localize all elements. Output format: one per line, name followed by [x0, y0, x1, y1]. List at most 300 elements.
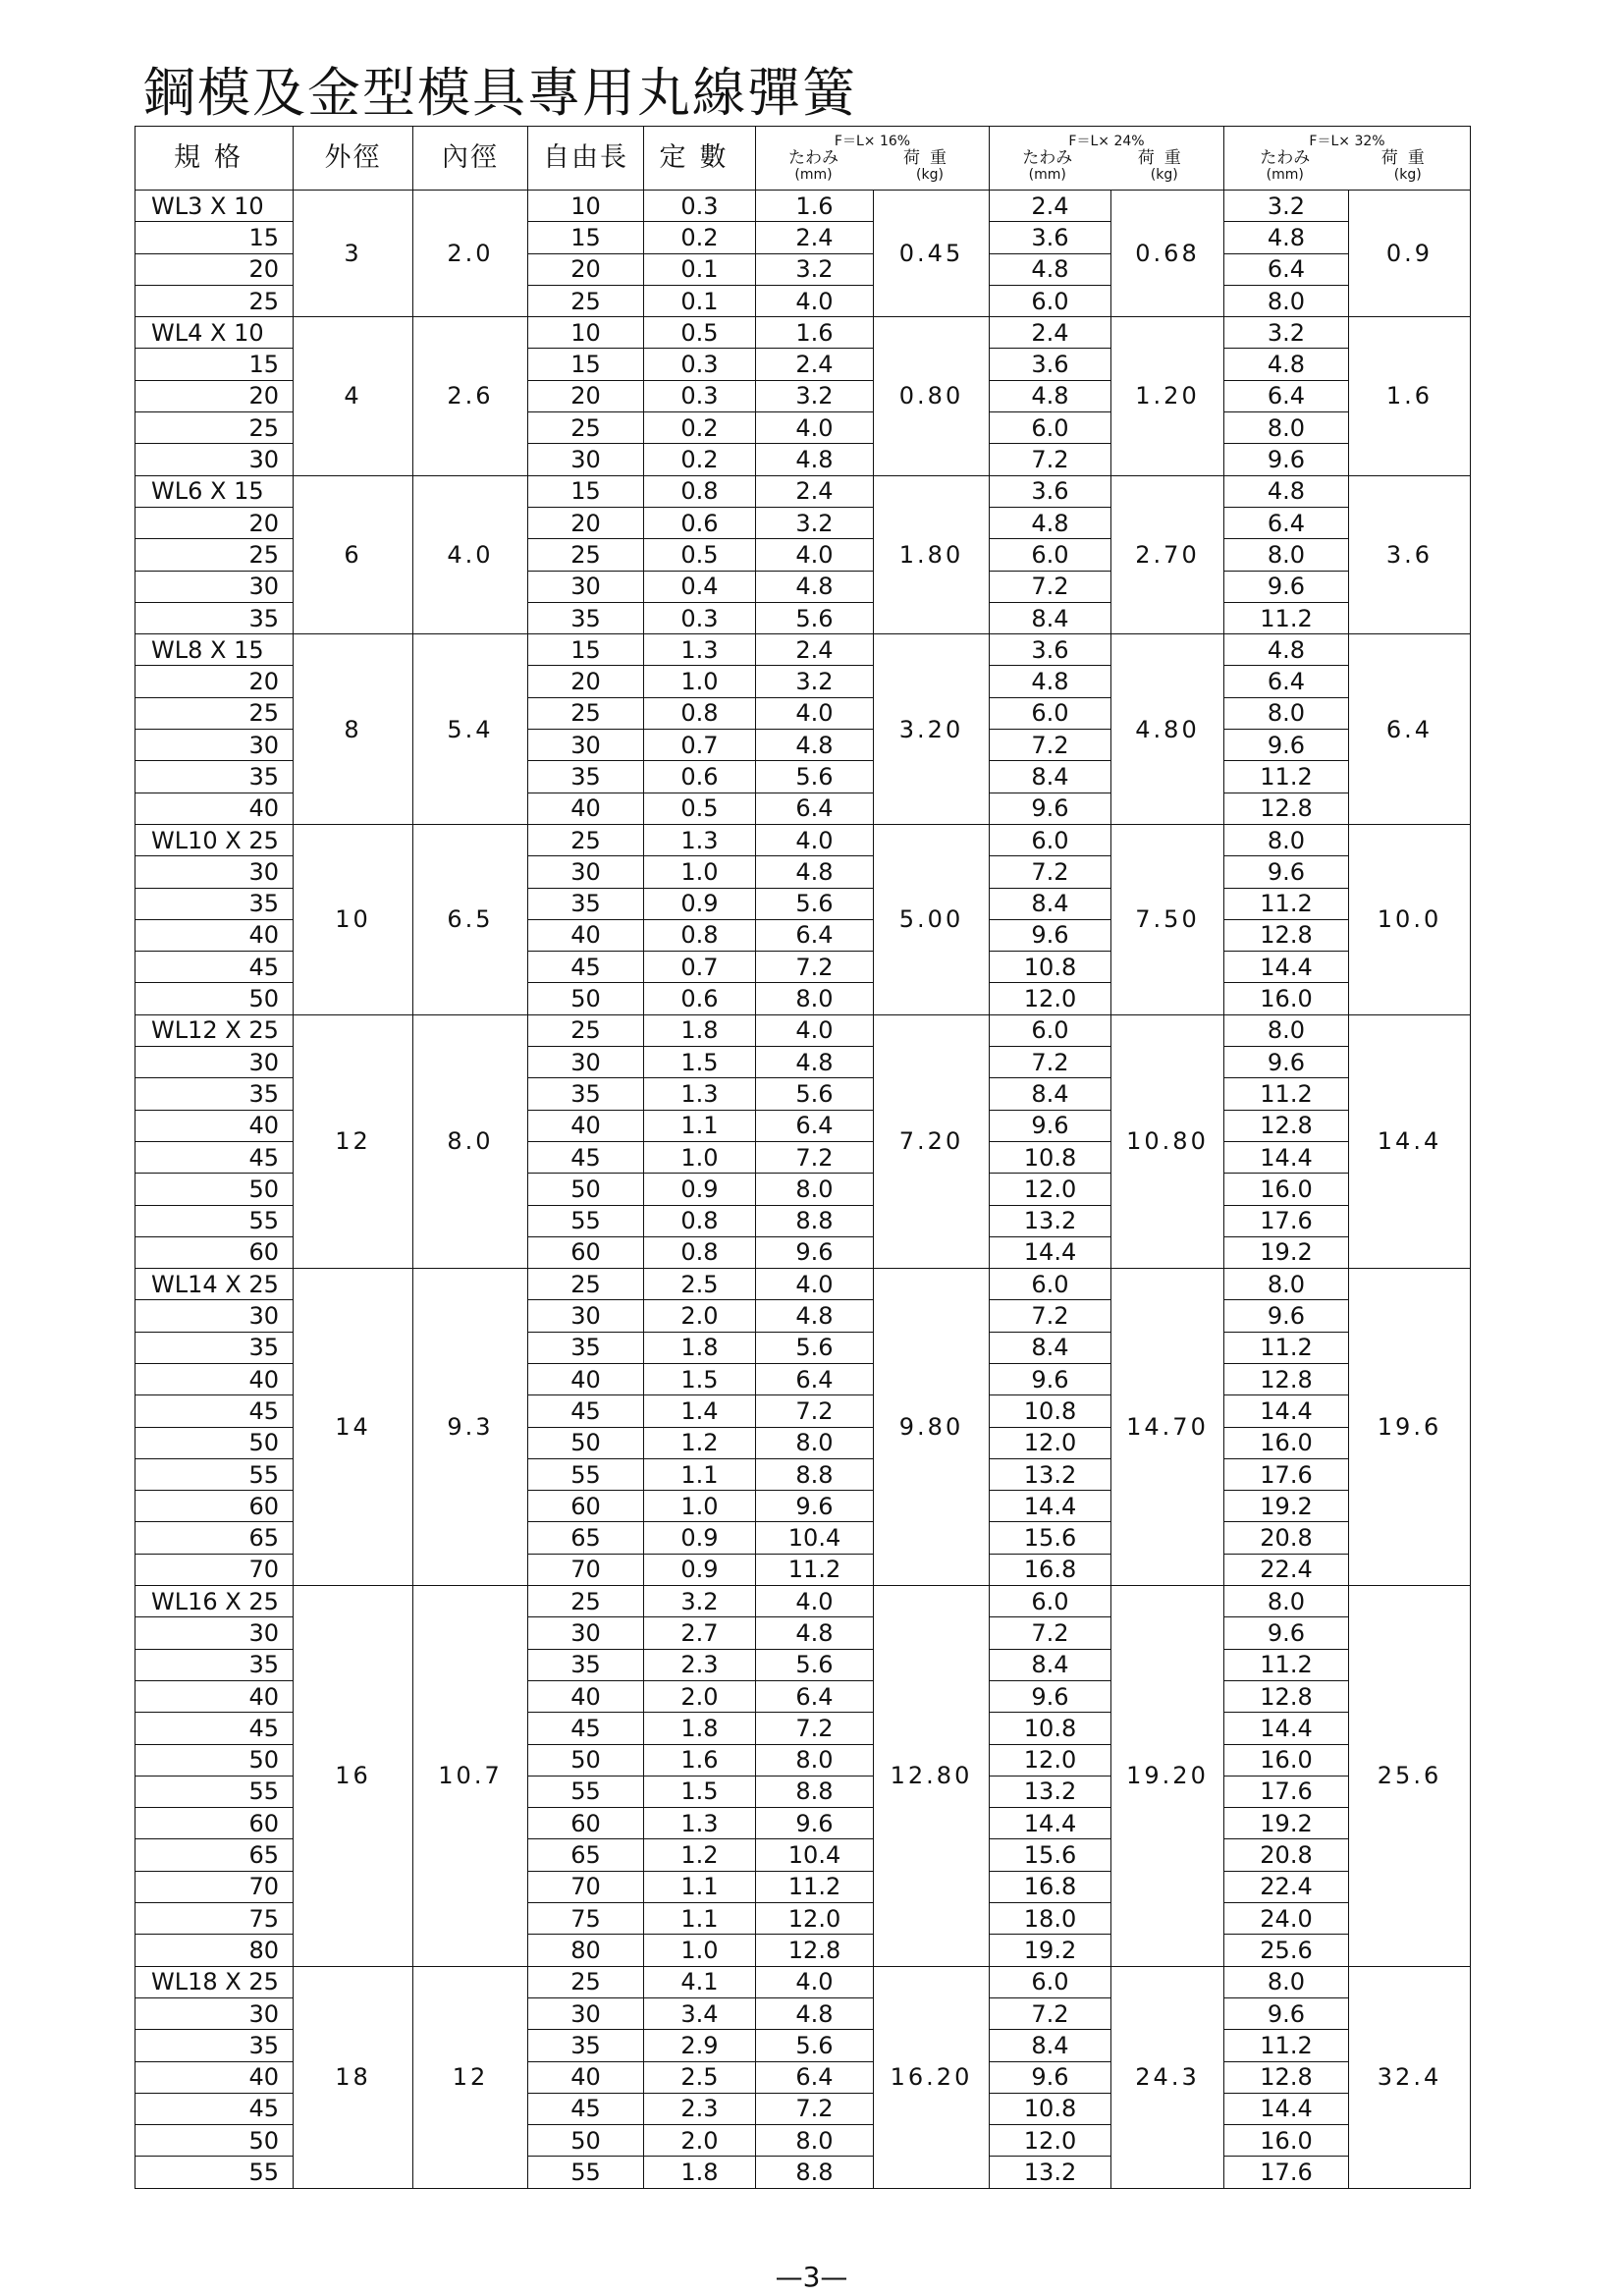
- cell-constant: 0.3: [644, 602, 756, 633]
- header-free-length-label: 自由長: [543, 142, 628, 173]
- cell-deflection-16: 4.8: [756, 1300, 874, 1332]
- cell-spec: WL16 X 25: [135, 1586, 294, 1617]
- cell-deflection-24: 14.4: [990, 1236, 1111, 1268]
- load-label: 荷重: [903, 148, 956, 168]
- cell-id: 5.4: [413, 634, 528, 825]
- cell-deflection-32: 6.4: [1224, 380, 1349, 411]
- cell-free-length: 15: [528, 349, 644, 380]
- load-unit: (kg): [1393, 167, 1422, 183]
- cell-load-24: 2.70: [1111, 475, 1224, 633]
- cell-deflection-16: 4.0: [756, 539, 874, 571]
- cell-free-length: 30: [528, 1300, 644, 1332]
- cell-free-length: 25: [528, 1586, 644, 1617]
- cell-deflection-24: 9.6: [990, 1680, 1111, 1712]
- cell-deflection-16: 4.0: [756, 697, 874, 729]
- cell-spec: 50: [135, 983, 294, 1014]
- cell-spec: 55: [135, 1776, 294, 1807]
- cell-deflection-24: 18.0: [990, 1903, 1111, 1935]
- cell-load-32: 14.4: [1349, 1014, 1471, 1268]
- group-formula: F＝L× 24%: [1068, 134, 1145, 149]
- cell-deflection-24: 7.2: [990, 444, 1111, 475]
- cell-free-length: 50: [528, 1427, 644, 1458]
- cell-deflection-16: 1.6: [756, 317, 874, 349]
- deflection-header: [1260, 149, 1310, 183]
- cell-spec: 30: [135, 1300, 294, 1332]
- cell-free-length: 25: [528, 1014, 644, 1046]
- cell-load-32: 19.6: [1349, 1269, 1471, 1586]
- cell-deflection-24: 14.4: [990, 1491, 1111, 1522]
- cell-spec: 30: [135, 444, 294, 475]
- cell-spec: 35: [135, 761, 294, 793]
- cell-spec: 25: [135, 697, 294, 729]
- cell-constant: 2.5: [644, 1269, 756, 1300]
- cell-deflection-16: 7.2: [756, 1141, 874, 1173]
- cell-deflection-24: 7.2: [990, 1617, 1111, 1649]
- cell-constant: 2.5: [644, 2061, 756, 2093]
- group-subheader: [756, 149, 989, 183]
- cell-deflection-32: 12.8: [1224, 919, 1349, 951]
- cell-constant: 0.9: [644, 1174, 756, 1205]
- cell-free-length: 45: [528, 952, 644, 983]
- cell-od: 14: [294, 1269, 413, 1586]
- cell-spec: 60: [135, 1808, 294, 1839]
- deflection-unit: (mm): [1266, 167, 1304, 183]
- cell-constant: 1.4: [644, 1395, 756, 1427]
- cell-deflection-24: 8.4: [990, 602, 1111, 633]
- cell-deflection-32: 6.4: [1224, 253, 1349, 285]
- cell-deflection-16: 3.2: [756, 380, 874, 411]
- cell-constant: 1.8: [644, 2157, 756, 2188]
- cell-deflection-32: 22.4: [1224, 1871, 1349, 1902]
- cell-free-length: 65: [528, 1522, 644, 1554]
- cell-load-32: 1.6: [1349, 317, 1471, 475]
- cell-deflection-16: 2.4: [756, 222, 874, 253]
- cell-free-length: 40: [528, 919, 644, 951]
- cell-free-length: 35: [528, 1332, 644, 1363]
- cell-deflection-16: 4.8: [756, 1997, 874, 2029]
- cell-spec: 70: [135, 1871, 294, 1902]
- cell-constant: 0.8: [644, 697, 756, 729]
- cell-free-length: 45: [528, 1395, 644, 1427]
- cell-constant: 2.0: [644, 1680, 756, 1712]
- cell-load-24: 24.3: [1111, 1966, 1224, 2188]
- cell-deflection-16: 5.6: [756, 761, 874, 793]
- cell-deflection-24: 12.0: [990, 1744, 1111, 1776]
- cell-free-length: 55: [528, 2157, 644, 2188]
- cell-deflection-24: 9.6: [990, 919, 1111, 951]
- cell-deflection-32: 14.4: [1224, 952, 1349, 983]
- cell-load-16: 7.20: [874, 1014, 990, 1268]
- cell-deflection-32: 9.6: [1224, 1047, 1349, 1078]
- cell-deflection-24: 14.4: [990, 1808, 1111, 1839]
- cell-free-length: 50: [528, 1744, 644, 1776]
- cell-id: 12: [413, 1966, 528, 2188]
- group-header-wrap: [1224, 134, 1470, 183]
- cell-load-24: 10.80: [1111, 1014, 1224, 1268]
- cell-od: 3: [294, 191, 413, 317]
- cell-spec: 75: [135, 1903, 294, 1935]
- cell-constant: 1.3: [644, 634, 756, 666]
- cell-od: 16: [294, 1586, 413, 1967]
- cell-spec: WL10 X 25: [135, 824, 294, 855]
- cell-deflection-24: 7.2: [990, 856, 1111, 888]
- cell-free-length: 35: [528, 1078, 644, 1110]
- cell-spec: 55: [135, 1205, 294, 1236]
- cell-constant: 0.2: [644, 444, 756, 475]
- group-header-wrap: [990, 134, 1223, 183]
- cell-id: 9.3: [413, 1269, 528, 1586]
- cell-deflection-16: 4.8: [756, 1617, 874, 1649]
- deflection-unit: (mm): [1028, 167, 1066, 183]
- cell-deflection-32: 16.0: [1224, 2125, 1349, 2157]
- cell-constant: 1.1: [644, 1871, 756, 1902]
- cell-constant: 1.6: [644, 1744, 756, 1776]
- cell-deflection-32: 9.6: [1224, 1617, 1349, 1649]
- cell-deflection-24: 4.8: [990, 380, 1111, 411]
- cell-free-length: 25: [528, 412, 644, 444]
- cell-deflection-24: 7.2: [990, 1997, 1111, 2029]
- cell-spec: 35: [135, 2030, 294, 2061]
- cell-deflection-24: 6.0: [990, 1014, 1111, 1046]
- deflection-header: [788, 149, 839, 183]
- cell-free-length: 35: [528, 2030, 644, 2061]
- header-spec-label: 規格: [174, 142, 254, 173]
- cell-deflection-24: 8.4: [990, 1649, 1111, 1680]
- group-header-wrap: [756, 134, 989, 183]
- cell-load-24: 0.68: [1111, 191, 1224, 317]
- cell-load-24: 7.50: [1111, 824, 1224, 1014]
- cell-deflection-32: 14.4: [1224, 1141, 1349, 1173]
- cell-free-length: 45: [528, 2093, 644, 2124]
- cell-deflection-16: 6.4: [756, 2061, 874, 2093]
- cell-deflection-32: 16.0: [1224, 983, 1349, 1014]
- cell-constant: 0.1: [644, 253, 756, 285]
- cell-constant: 3.2: [644, 1586, 756, 1617]
- cell-spec: 50: [135, 1744, 294, 1776]
- cell-constant: 1.1: [644, 1903, 756, 1935]
- cell-deflection-32: 17.6: [1224, 2157, 1349, 2188]
- cell-constant: 0.3: [644, 380, 756, 411]
- cell-deflection-24: 6.0: [990, 539, 1111, 571]
- cell-deflection-24: 7.2: [990, 1300, 1111, 1332]
- cell-spec: 60: [135, 1236, 294, 1268]
- cell-deflection-24: 3.6: [990, 349, 1111, 380]
- cell-deflection-16: 6.4: [756, 919, 874, 951]
- cell-spec: 30: [135, 571, 294, 602]
- cell-deflection-32: 12.8: [1224, 1110, 1349, 1141]
- table-row: [135, 824, 1471, 855]
- cell-deflection-16: 9.6: [756, 1808, 874, 1839]
- cell-spec: 45: [135, 2093, 294, 2124]
- cell-spec: 15: [135, 222, 294, 253]
- cell-constant: 1.3: [644, 1078, 756, 1110]
- cell-deflection-24: 10.8: [990, 1395, 1111, 1427]
- cell-deflection-16: 4.8: [756, 856, 874, 888]
- load-label: 荷重: [1137, 148, 1191, 168]
- cell-constant: 0.9: [644, 888, 756, 919]
- table-body: [135, 191, 1471, 2189]
- cell-deflection-16: 4.0: [756, 824, 874, 855]
- cell-id: 2.0: [413, 191, 528, 317]
- cell-spec: 20: [135, 253, 294, 285]
- cell-free-length: 65: [528, 1839, 644, 1871]
- cell-free-length: 25: [528, 824, 644, 855]
- cell-deflection-16: 8.0: [756, 1174, 874, 1205]
- cell-constant: 1.0: [644, 666, 756, 697]
- cell-deflection-32: 20.8: [1224, 1522, 1349, 1554]
- cell-free-length: 20: [528, 507, 644, 538]
- cell-free-length: 30: [528, 1617, 644, 1649]
- cell-deflection-16: 9.6: [756, 1491, 874, 1522]
- cell-deflection-24: 6.0: [990, 1586, 1111, 1617]
- cell-load-32: 0.9: [1349, 191, 1471, 317]
- cell-deflection-32: 17.6: [1224, 1776, 1349, 1807]
- cell-deflection-32: 3.2: [1224, 191, 1349, 222]
- cell-deflection-24: 19.2: [990, 1935, 1111, 1966]
- cell-spec: 20: [135, 507, 294, 538]
- cell-deflection-32: 8.0: [1224, 412, 1349, 444]
- cell-free-length: 25: [528, 285, 644, 316]
- cell-free-length: 25: [528, 1269, 644, 1300]
- cell-deflection-24: 10.8: [990, 1713, 1111, 1744]
- cell-free-length: 25: [528, 697, 644, 729]
- cell-deflection-24: 7.2: [990, 730, 1111, 761]
- table-row: [135, 475, 1471, 507]
- cell-free-length: 40: [528, 1110, 644, 1141]
- cell-deflection-32: 9.6: [1224, 856, 1349, 888]
- cell-spec: WL12 X 25: [135, 1014, 294, 1046]
- cell-deflection-16: 7.2: [756, 1713, 874, 1744]
- cell-load-16: 0.45: [874, 191, 990, 317]
- cell-constant: 0.8: [644, 475, 756, 507]
- cell-deflection-24: 10.8: [990, 952, 1111, 983]
- table-row: [135, 317, 1471, 349]
- cell-spec: 40: [135, 793, 294, 824]
- cell-deflection-24: 8.4: [990, 888, 1111, 919]
- cell-constant: 1.5: [644, 1047, 756, 1078]
- cell-constant: 1.3: [644, 824, 756, 855]
- cell-free-length: 15: [528, 475, 644, 507]
- cell-constant: 1.5: [644, 1363, 756, 1394]
- cell-free-length: 55: [528, 1458, 644, 1490]
- cell-constant: 0.6: [644, 507, 756, 538]
- cell-spec: 35: [135, 602, 294, 633]
- cell-deflection-24: 8.4: [990, 2030, 1111, 2061]
- cell-constant: 0.9: [644, 1554, 756, 1585]
- cell-deflection-32: 20.8: [1224, 1839, 1349, 1871]
- cell-spec: 65: [135, 1839, 294, 1871]
- cell-deflection-16: 3.2: [756, 253, 874, 285]
- cell-deflection-16: 11.2: [756, 1871, 874, 1902]
- cell-deflection-24: 6.0: [990, 1269, 1111, 1300]
- cell-free-length: 15: [528, 222, 644, 253]
- cell-free-length: 35: [528, 602, 644, 633]
- page-number: —3—: [775, 2261, 848, 2293]
- header-group-16: [756, 127, 990, 191]
- cell-spec: 50: [135, 2125, 294, 2157]
- cell-deflection-32: 6.4: [1224, 666, 1349, 697]
- deflection-label: たわみ: [788, 148, 839, 168]
- cell-deflection-32: 11.2: [1224, 1332, 1349, 1363]
- cell-deflection-16: 5.6: [756, 2030, 874, 2061]
- cell-deflection-16: 4.0: [756, 1014, 874, 1046]
- cell-constant: 0.2: [644, 412, 756, 444]
- cell-id: 4.0: [413, 475, 528, 633]
- cell-spec: 20: [135, 380, 294, 411]
- cell-free-length: 60: [528, 1491, 644, 1522]
- cell-spec: 30: [135, 1617, 294, 1649]
- cell-spec: 50: [135, 1174, 294, 1205]
- cell-free-length: 75: [528, 1903, 644, 1935]
- cell-od: 6: [294, 475, 413, 633]
- cell-deflection-16: 4.0: [756, 1269, 874, 1300]
- cell-constant: 0.8: [644, 1236, 756, 1268]
- table-row: [135, 1014, 1471, 1046]
- header-id: [413, 127, 528, 191]
- cell-spec: 60: [135, 1491, 294, 1522]
- cell-deflection-16: 7.2: [756, 952, 874, 983]
- cell-deflection-32: 16.0: [1224, 1174, 1349, 1205]
- cell-deflection-24: 3.6: [990, 634, 1111, 666]
- cell-deflection-24: 13.2: [990, 1776, 1111, 1807]
- cell-deflection-16: 8.8: [756, 1458, 874, 1490]
- cell-free-length: 70: [528, 1871, 644, 1902]
- cell-constant: 1.8: [644, 1014, 756, 1046]
- cell-free-length: 40: [528, 1680, 644, 1712]
- group-subheader: [1224, 149, 1470, 183]
- header-id-label: 內徑: [442, 142, 499, 173]
- cell-deflection-16: 4.0: [756, 285, 874, 316]
- cell-deflection-16: 8.0: [756, 1744, 874, 1776]
- cell-od: 8: [294, 634, 413, 825]
- cell-deflection-24: 12.0: [990, 1174, 1111, 1205]
- cell-deflection-24: 3.6: [990, 222, 1111, 253]
- cell-spec: 45: [135, 1713, 294, 1744]
- cell-deflection-32: 9.6: [1224, 1997, 1349, 2029]
- cell-deflection-32: 14.4: [1224, 1713, 1349, 1744]
- cell-spec: 50: [135, 1427, 294, 1458]
- cell-constant: 2.0: [644, 2125, 756, 2157]
- cell-constant: 0.1: [644, 285, 756, 316]
- cell-deflection-32: 17.6: [1224, 1458, 1349, 1490]
- cell-spec: 35: [135, 1332, 294, 1363]
- cell-constant: 1.1: [644, 1110, 756, 1141]
- cell-deflection-16: 8.0: [756, 2125, 874, 2157]
- cell-deflection-16: 4.8: [756, 444, 874, 475]
- cell-constant: 1.3: [644, 1808, 756, 1839]
- cell-spec: 25: [135, 412, 294, 444]
- cell-spec: WL14 X 25: [135, 1269, 294, 1300]
- cell-spec: 30: [135, 1997, 294, 2029]
- cell-load-24: 14.70: [1111, 1269, 1224, 1586]
- cell-deflection-16: 5.6: [756, 1332, 874, 1363]
- cell-free-length: 50: [528, 983, 644, 1014]
- cell-deflection-24: 9.6: [990, 793, 1111, 824]
- cell-constant: 3.4: [644, 1997, 756, 2029]
- cell-deflection-24: 12.0: [990, 2125, 1111, 2157]
- cell-free-length: 20: [528, 253, 644, 285]
- cell-spec: 40: [135, 1680, 294, 1712]
- cell-constant: 0.7: [644, 730, 756, 761]
- cell-constant: 4.1: [644, 1966, 756, 1997]
- cell-constant: 0.9: [644, 1522, 756, 1554]
- cell-free-length: 10: [528, 191, 644, 222]
- header-group-24: [990, 127, 1224, 191]
- cell-constant: 0.5: [644, 317, 756, 349]
- cell-spec: WL3 X 10: [135, 191, 294, 222]
- cell-deflection-32: 12.8: [1224, 793, 1349, 824]
- table-row: [135, 1269, 1471, 1300]
- cell-deflection-32: 4.8: [1224, 349, 1349, 380]
- cell-deflection-24: 8.4: [990, 761, 1111, 793]
- cell-deflection-16: 5.6: [756, 888, 874, 919]
- cell-deflection-32: 16.0: [1224, 1427, 1349, 1458]
- cell-constant: 2.3: [644, 2093, 756, 2124]
- table-row: [135, 1966, 1471, 1997]
- cell-deflection-32: 12.8: [1224, 1680, 1349, 1712]
- cell-deflection-16: 10.4: [756, 1522, 874, 1554]
- cell-deflection-32: 14.4: [1224, 2093, 1349, 2124]
- cell-constant: 0.5: [644, 793, 756, 824]
- cell-load-16: 0.80: [874, 317, 990, 475]
- cell-free-length: 40: [528, 793, 644, 824]
- cell-deflection-24: 4.8: [990, 253, 1111, 285]
- load-header: [1138, 149, 1191, 183]
- cell-deflection-16: 6.4: [756, 1110, 874, 1141]
- cell-constant: 0.6: [644, 983, 756, 1014]
- cell-deflection-32: 4.8: [1224, 475, 1349, 507]
- cell-spec: 55: [135, 1458, 294, 1490]
- cell-deflection-32: 17.6: [1224, 1205, 1349, 1236]
- cell-deflection-32: 24.0: [1224, 1903, 1349, 1935]
- cell-deflection-24: 7.2: [990, 571, 1111, 602]
- cell-deflection-24: 6.0: [990, 1966, 1111, 1997]
- cell-deflection-32: 9.6: [1224, 444, 1349, 475]
- cell-deflection-16: 5.6: [756, 602, 874, 633]
- cell-spec: 45: [135, 1141, 294, 1173]
- cell-free-length: 30: [528, 571, 644, 602]
- cell-deflection-32: 19.2: [1224, 1491, 1349, 1522]
- header-od: [294, 127, 413, 191]
- cell-spec: 45: [135, 952, 294, 983]
- cell-deflection-24: 4.8: [990, 507, 1111, 538]
- cell-deflection-16: 1.6: [756, 191, 874, 222]
- load-unit: (kg): [916, 167, 944, 183]
- cell-constant: 0.7: [644, 952, 756, 983]
- cell-free-length: 30: [528, 1047, 644, 1078]
- cell-free-length: 50: [528, 2125, 644, 2157]
- cell-deflection-16: 6.4: [756, 1363, 874, 1394]
- load-unit: (kg): [1150, 167, 1178, 183]
- cell-free-length: 15: [528, 634, 644, 666]
- cell-load-32: 25.6: [1349, 1586, 1471, 1967]
- cell-constant: 1.2: [644, 1427, 756, 1458]
- cell-deflection-24: 12.0: [990, 1427, 1111, 1458]
- cell-deflection-16: 6.4: [756, 1680, 874, 1712]
- cell-deflection-32: 22.4: [1224, 1554, 1349, 1585]
- cell-constant: 0.5: [644, 539, 756, 571]
- cell-free-length: 80: [528, 1935, 644, 1966]
- header-spec: [135, 127, 294, 191]
- cell-spec: 40: [135, 1363, 294, 1394]
- cell-constant: 2.7: [644, 1617, 756, 1649]
- cell-load-24: 1.20: [1111, 317, 1224, 475]
- cell-deflection-16: 3.2: [756, 507, 874, 538]
- cell-deflection-16: 9.6: [756, 1236, 874, 1268]
- table-header-row: [135, 127, 1471, 191]
- header-constant-label: 定數: [659, 142, 740, 173]
- cell-constant: 0.2: [644, 222, 756, 253]
